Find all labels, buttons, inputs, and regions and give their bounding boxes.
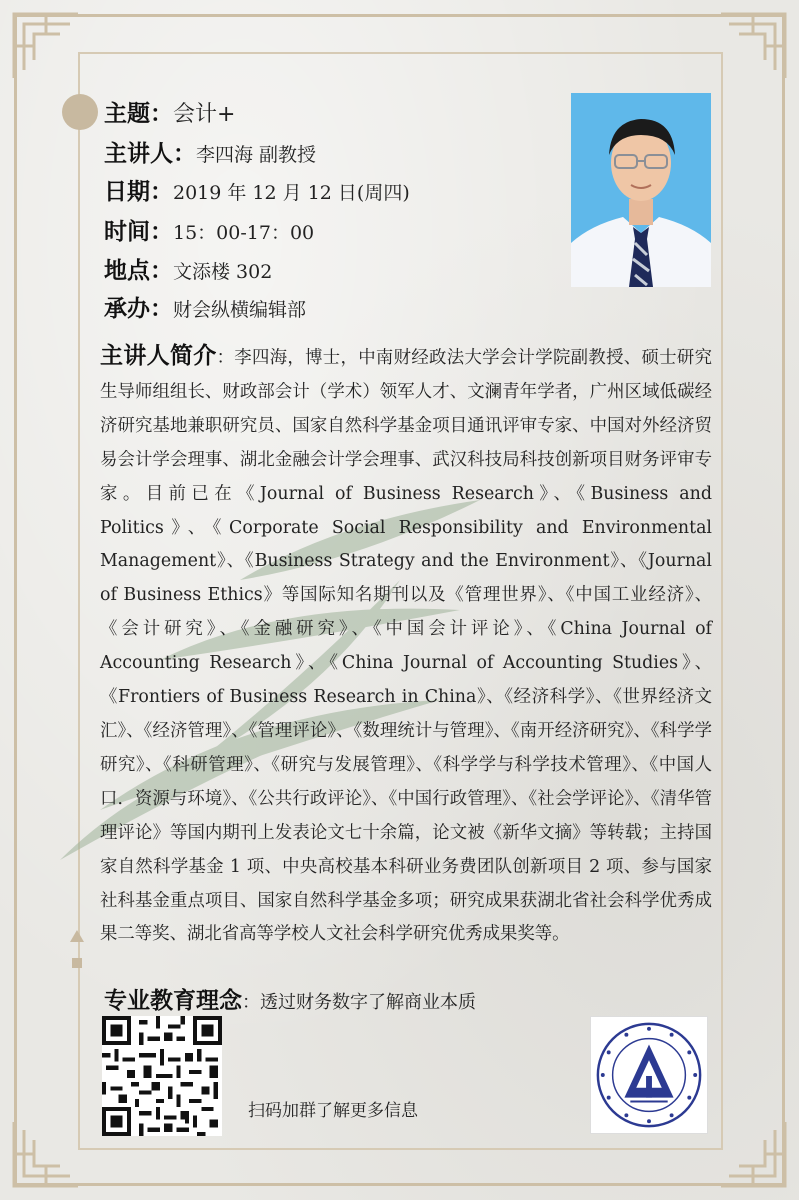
- speaker-bio: [100, 340, 712, 952]
- time-label: 时间：: [104, 219, 173, 245]
- bio-text: ：李四海，博士，中南财经政法大学会计学院副教授、硕士研究生导师组组长、财政部会计（学术）领军人才、文澜青年学者，广州区域低碳经济研究基地兼职研究员、国家自然科学基金项目通讯评审专家、中国对外经济贸易会计学会理事、湖北金融会计学会理事、武汉科技局科技创新项目财务评审专家。目前已在《Journal of Business Research》、《Business and Politics》、《Corporate Social Responsibility and Environmental Management》、《Business Strategy and the Environment》、《Journal of Business Ethics》等国际知名期刊以及《管理世界》、《中国工业经济》、《会计研究》、《金融研究》、《中国会计评论》、《China Journal of Accounting Research》、《China Journal of Accounting Studies》、《Frontiers of Business Research in China》、《经济科学》、《世界经济文汇》、《经济管理》、《管理评论》、《数理统计与管理》、《南开经济研究》、《科学学研究》、《科研管理》、《研究与发展管理》、《科学学与科学技术管理》、《中国人口．资源与环境》、《公共行政评论》、《中国行政管理》、《社会学评论》、《清华管理评论》等国内期刊上发表论文七十余篇，论文被《新华文摘》等转载；主持国家自然科学基金 1 项、中央高校基本科研业务费团队创新项目 2 项、参与国家社科基金重点项目、国家自然科学基金多项；研究成果获湖北省社会科学优秀成果二等奖、湖北省高等学校人文社会科学研究优秀成果奖等。: [100, 348, 712, 945]
- topic-label: 主题：: [104, 101, 173, 127]
- location-label: 地点：: [104, 258, 173, 284]
- organizer-row: [104, 291, 306, 327]
- organizer-value: 财会纵横编辑部: [173, 299, 307, 321]
- education-philosophy: [104, 984, 476, 1018]
- organizer-label: 承办：: [104, 296, 173, 322]
- triangle-ornament-icon: [70, 930, 84, 942]
- corner-ornament-icon: [10, 10, 82, 82]
- corner-ornament-icon: [717, 10, 789, 82]
- topic-value: 会计+: [173, 102, 236, 127]
- speaker-row: [104, 136, 316, 172]
- scan-instruction: 扫码加群了解更多信息: [248, 1101, 418, 1121]
- date-row: [104, 174, 410, 210]
- time-value: 15：00-17：00: [173, 222, 315, 244]
- philosophy-text: ：透过财务数字了解商业本质: [242, 992, 476, 1013]
- time-row: [104, 214, 314, 250]
- date-label: 日期：: [104, 179, 173, 205]
- square-ornament-icon: [72, 958, 82, 968]
- location-row: [104, 253, 272, 289]
- location-value: 文添楼 302: [173, 261, 273, 283]
- speaker-label: 主讲人：: [104, 141, 196, 167]
- qr-code-icon[interactable]: [102, 1016, 222, 1136]
- philosophy-label: 专业教育理念: [104, 988, 242, 1014]
- accent-circle: [62, 94, 98, 130]
- date-value: 2019 年 12 月 12 日(周四): [173, 182, 410, 204]
- speaker-value: 李四海 副教授: [196, 144, 317, 166]
- topic-row: [104, 96, 235, 132]
- university-logo-icon: [590, 1016, 708, 1134]
- bio-label: 主讲人简介: [100, 343, 217, 369]
- corner-ornament-icon: [10, 1118, 82, 1190]
- speaker-photo: [571, 93, 711, 287]
- corner-ornament-icon: [717, 1118, 789, 1190]
